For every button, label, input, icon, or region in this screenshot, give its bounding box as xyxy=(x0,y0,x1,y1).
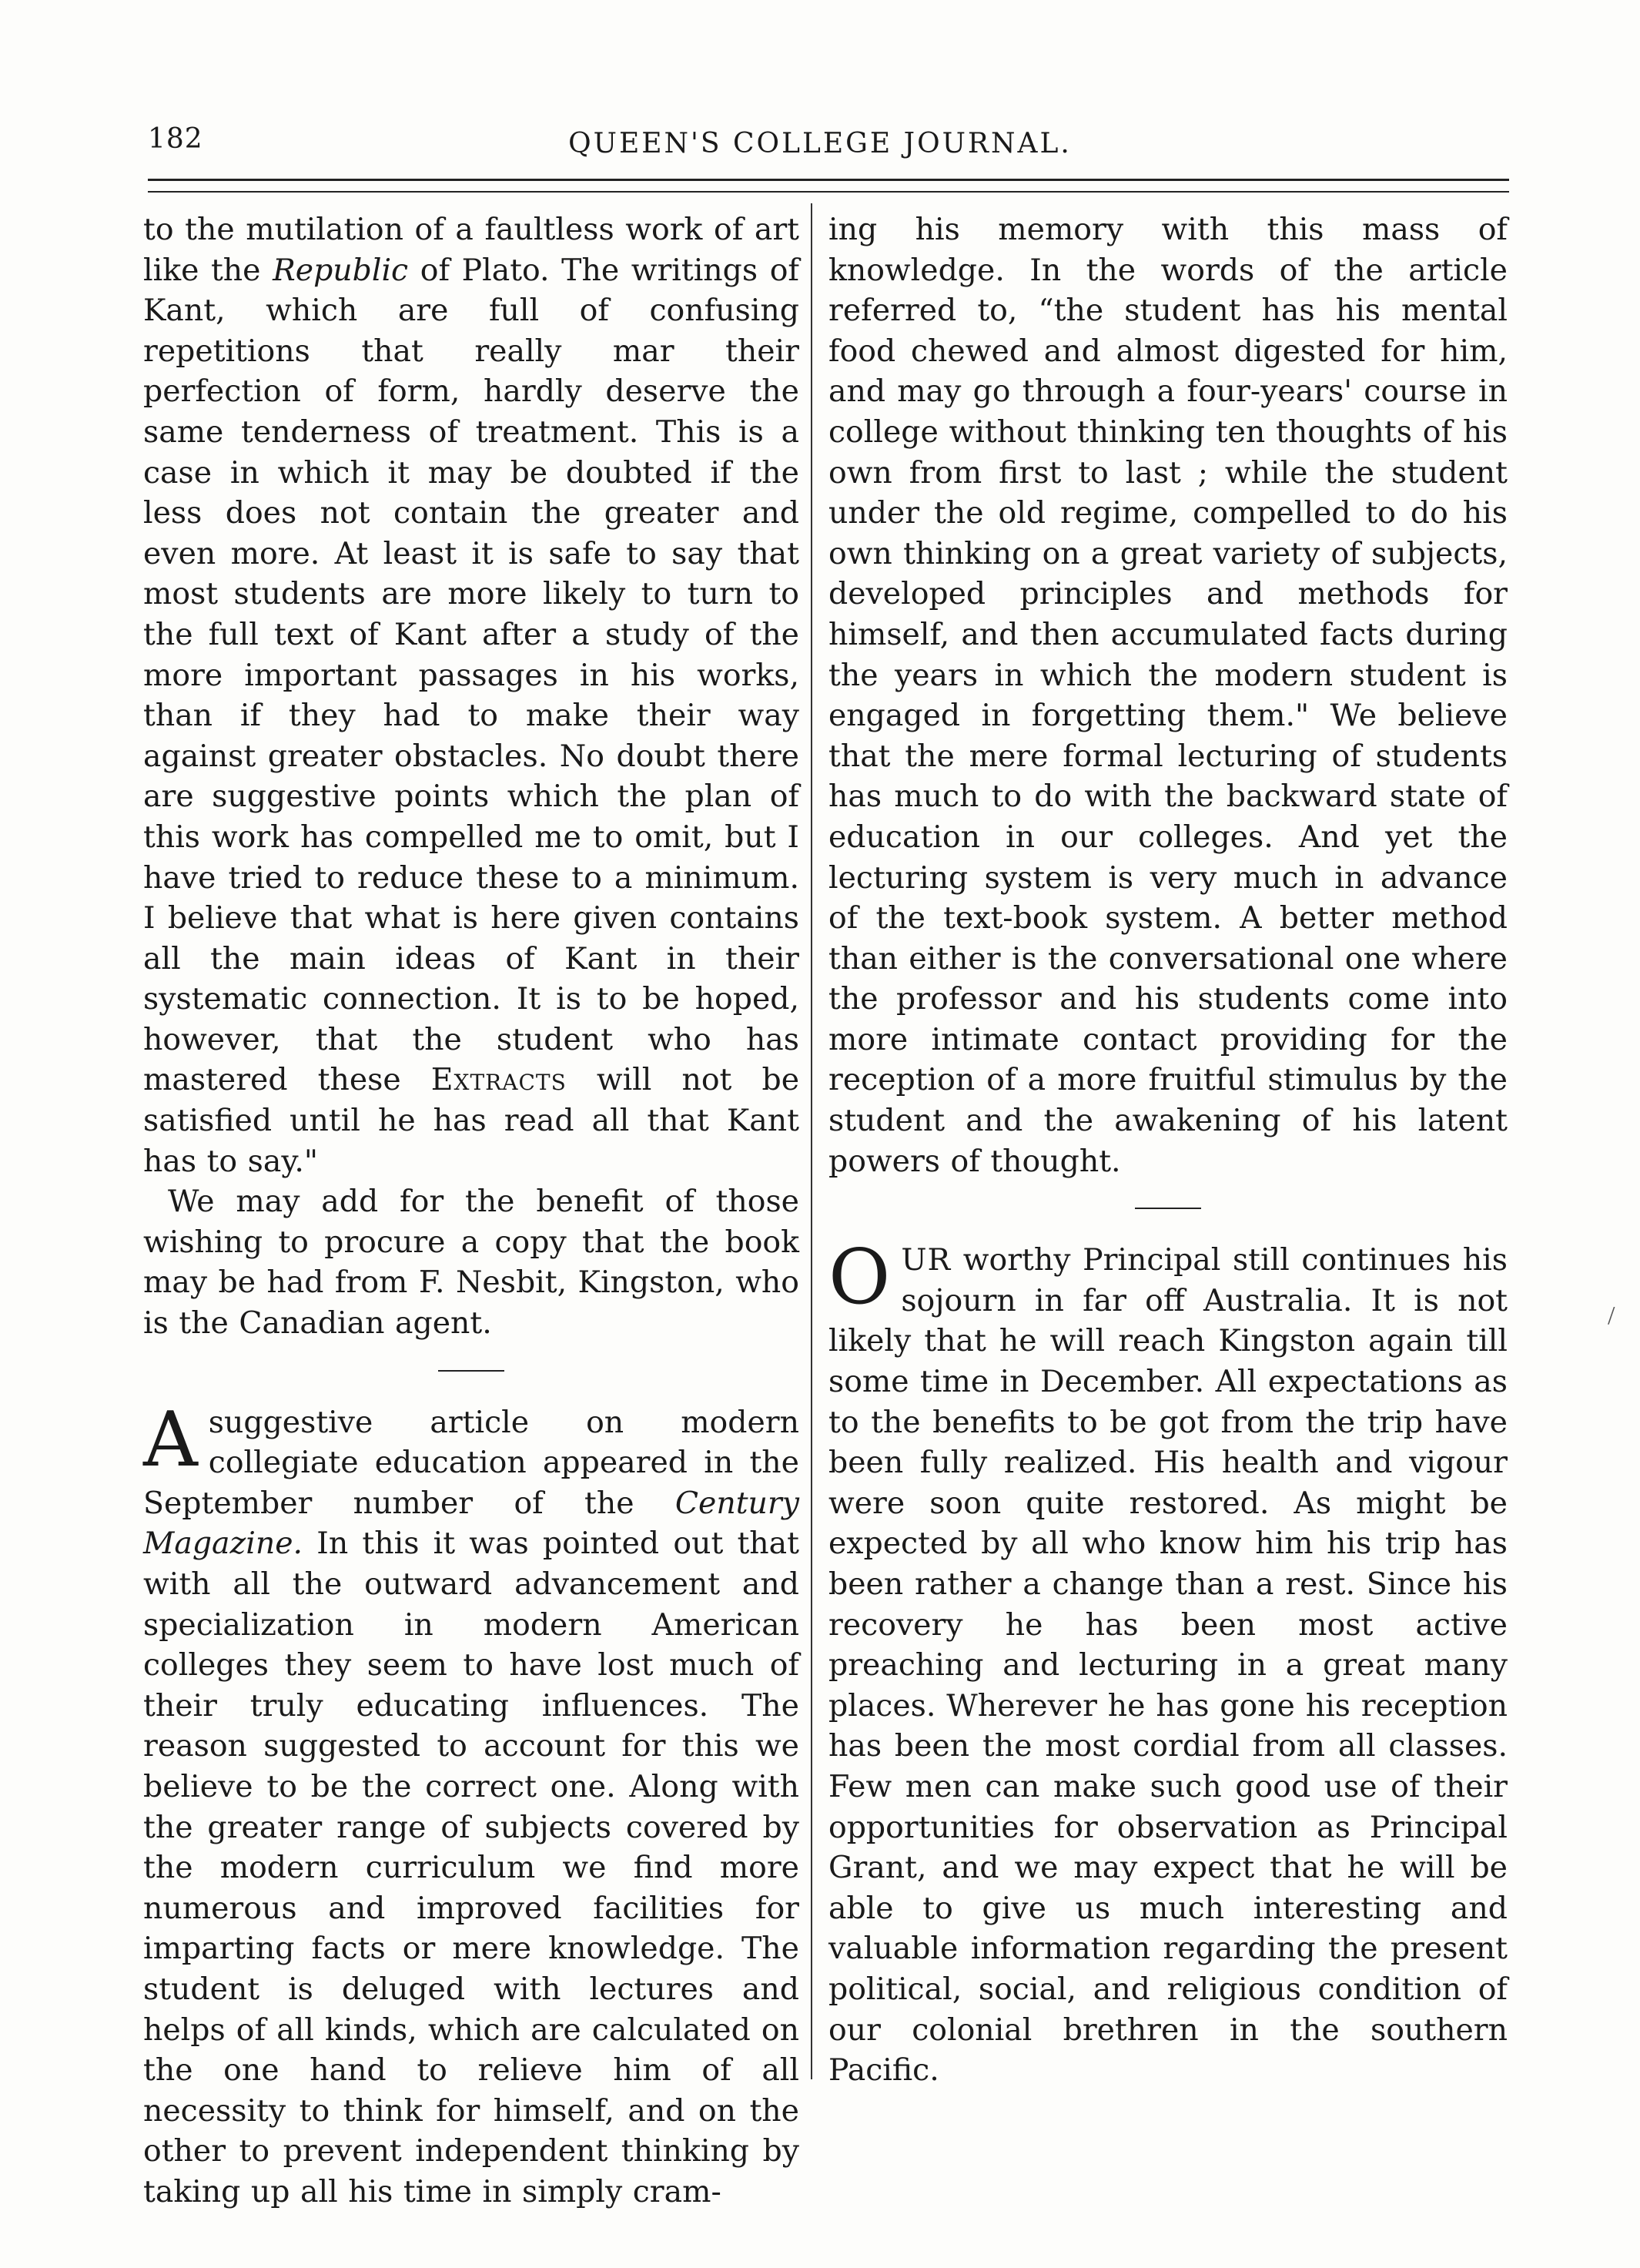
dropcap-a: A xyxy=(143,1395,198,1484)
smallcaps-extracts: Extracts xyxy=(430,1062,567,1098)
text-run: suggestive article on modern collegiate education appeared in the September number of the xyxy=(143,1404,799,1521)
text-run: to the mutilation of a faultless work of art like the xyxy=(143,212,799,288)
text-run: will not be satisfied until he has read all that Kant has to say." xyxy=(143,1062,799,1179)
left-paragraph-kant-extracts xyxy=(143,209,799,1181)
page-number: 182 xyxy=(148,123,203,155)
journal-title: QUEEN'S COLLEGE JOURNAL. xyxy=(568,128,1072,159)
italic-title-republic: Republic xyxy=(273,252,409,288)
left-paragraph-century-article xyxy=(143,1395,799,2213)
left-paragraph-nesbit: We may add for the benefit of those wishing to procure a copy that the book may be had from F. Nesbit, Kingston, who is the Canadian agent. xyxy=(143,1184,799,1342)
section-rule xyxy=(1135,1208,1201,1209)
section-rule xyxy=(438,1370,504,1372)
left-column xyxy=(143,209,799,2213)
text-run: of Plato. The writings of Kant, which are full of confusing repetitions that really mar their perfection of form, hardly deserve the same tenderness of treatment. This is a case in which it may be doubted if the less does not contain the greater and even more. At least it is safe to say that most students are more likely to turn to the full text of Kant after a study of the more important passages in his works, than if they had to make their way against greater obstacles. No doubt there are suggestive points which the plan of this work has compelled me to omit, but I have tried to reduce these to a minimum. I believe that what is here given contains all the main ideas of Kant in their systematic connection. It is to be hoped, however, that the student who has mastered these xyxy=(143,252,799,1098)
italic-title-century-magazine: Century Magazine. xyxy=(143,1485,799,1562)
right-paragraph-continuation: ing his memory with this mass of knowledge. In the words of the article referred to, “the student has his mental food chewed and almost digested for him, and may go through a four-years' course in college without thinking ten thoughts of his own from first to last ; while the student under the old regime, compelled to do his own thinking on a great variety of subjects, developed principles and methods for himself, and then accumulated facts during the years in which the modern student is engaged in forgetting them." We believe that the mere formal lecturing of students has much to do with the backward state of education in our colleges. And yet the lecturing system is very much in advance of the text-book system. A better method than either is the conversational one where the professor and his students come into more intimate contact providing for the reception of a more fruitful stimulus by the student and the awakening of his latent powers of thought. xyxy=(828,212,1508,1179)
text-run: In this it was pointed out that with all the outward advancement and specialization in modern American colleges they seem to have lost much of their truly educating influences. The reason suggested to account for this we believe to be the correct one. Along with the greater range of subjects covered by the modern curriculum we find more numerous and improved facilities for imparting facts or mere knowledge. The student is deluged with lectures and helps of all kinds, which are calculated on the one hand to relieve him of all necessity to think for himself, and on the other to prevent independent thinking by taking up all his time in simply cram- xyxy=(143,1526,799,2209)
right-paragraph-principal xyxy=(828,1234,1508,2090)
smallcaps-lead: UR xyxy=(901,1242,952,1278)
dropcap-o: O xyxy=(828,1234,891,1322)
right-column xyxy=(828,209,1508,2091)
header-rule-top xyxy=(148,179,1509,181)
margin-mark: / xyxy=(1608,1302,1615,1330)
text-run: worthy Principal still continues his sojourn in far off Australia. It is not likely that he will reach Kingston again till some time in December. All expectations as to the benefits to be got from the trip have been fully realized. His health and vigour were soon quite restored. As might be expected by all who know him his trip has been rather a change than a rest. Since his recovery he has been most active preaching and lecturing in a great many places. Wherever he has gone his reception has been the most cordial from all classes. Few men can make such good use of their opportunities for observation as Principal Grant, and we may expect that he will be able to give us much interesting and valuable information regarding the present political, social, and religious condition of our colonial brethren in the southern Pacific. xyxy=(828,1242,1508,2089)
header-rule-bottom xyxy=(148,191,1509,193)
column-divider xyxy=(811,203,812,2079)
